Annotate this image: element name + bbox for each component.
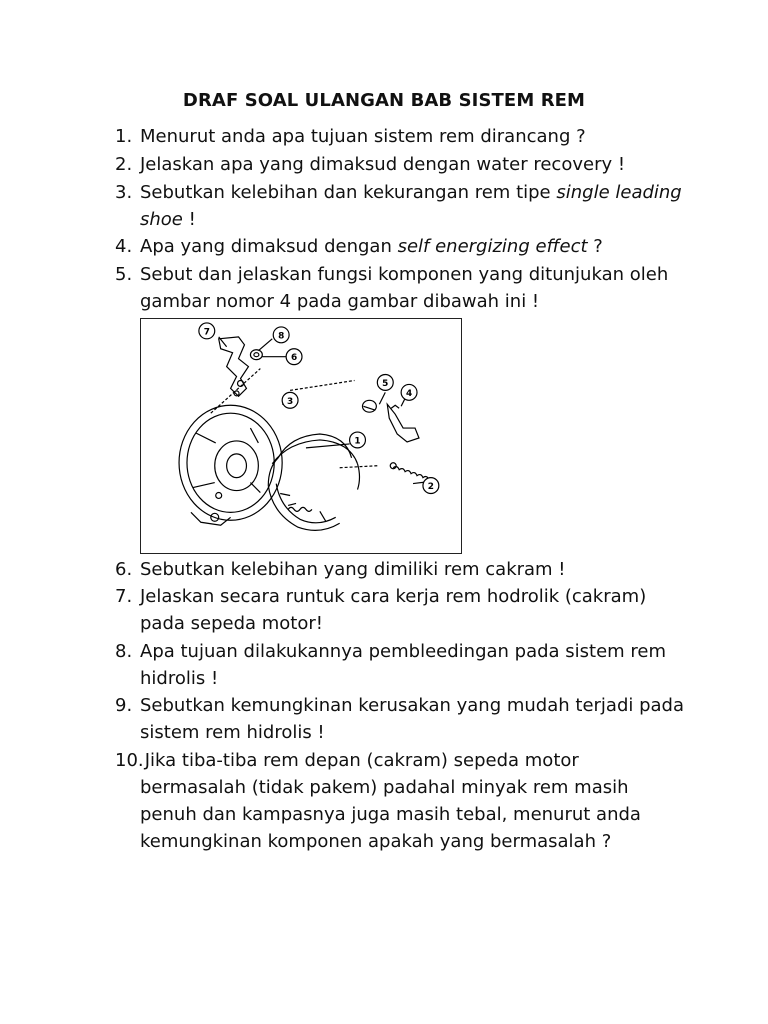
callout-6 (286, 349, 302, 365)
callout-7 (199, 323, 215, 339)
question-text: Apa tujuan dilakukannya pembleedingan pada sistem rem (140, 641, 667, 662)
callout-1 (350, 432, 366, 448)
svg-text:8: 8 (278, 331, 285, 342)
callout-2 (423, 478, 439, 494)
question-number: 4. (115, 236, 133, 257)
brake-shoe-upper (278, 434, 351, 458)
question-number: 8. (115, 641, 133, 662)
question-text: Jika tiba-tiba rem depan (cakram) sepeda motor (139, 750, 579, 771)
question-number: 2. (115, 154, 133, 175)
question-number: 10. (115, 750, 144, 771)
page-title: DRAF SOAL ULANGAN BAB SISTEM REM (182, 90, 586, 111)
question-number: 7. (115, 586, 133, 607)
callout-3 (282, 392, 298, 408)
question-4 (115, 234, 603, 260)
question-emphasis: shoe (140, 209, 183, 230)
question-10 (115, 748, 579, 774)
question-9 (115, 693, 684, 719)
brake-diagram (140, 318, 462, 554)
question-10-continuation: penuh dan kampasnya juga masih tebal, menurut anda (140, 804, 641, 825)
question-3 (115, 180, 682, 206)
svg-text:4: 4 (405, 388, 413, 399)
brake-lever (219, 337, 249, 396)
question-10-continuation: bermasalah (tidak pakem) padahal minyak rem masih (140, 777, 629, 798)
question-text: Sebutkan kelebihan yang dimiliki rem cakram ! (140, 559, 566, 580)
question-emphasis: single leading (556, 182, 682, 203)
question-1 (115, 124, 586, 150)
question-8-continuation: hidrolis ! (140, 668, 219, 689)
question-6 (115, 557, 566, 583)
drum-brake-exploded-view (141, 319, 461, 553)
question-number: 3. (115, 182, 133, 203)
svg-text:3: 3 (286, 396, 294, 407)
svg-text:1: 1 (354, 436, 361, 447)
question-number: 1. (115, 126, 133, 147)
svg-text:5: 5 (382, 378, 389, 389)
question-9-continuation: sistem rem hidrolis ! (140, 722, 325, 743)
question-text: Jelaskan secara runtuk cara kerja rem hodrolik (cakram) (140, 586, 647, 607)
question-10-continuation: kemungkinan komponen apakah yang bermasalah ? (140, 831, 612, 852)
svg-text:7: 7 (203, 327, 210, 338)
question-text: Sebutkan kemungkinan kerusakan yang mudah terjadi pada (140, 695, 685, 716)
callout-4 (401, 384, 417, 400)
callout-8 (273, 327, 289, 343)
svg-text:2: 2 (427, 482, 434, 493)
question-5-continuation: gambar nomor 4 pada gambar dibawah ini ! (140, 291, 540, 312)
question-text: Apa yang dimaksud dengan (140, 236, 398, 257)
question-number: 6. (115, 559, 133, 580)
question-text: Jelaskan apa yang dimaksud dengan water recovery ! (140, 154, 626, 175)
question-text: Menurut anda apa tujuan sistem rem dirancang ? (140, 126, 586, 147)
question-8 (115, 639, 666, 665)
question-2 (115, 152, 625, 178)
question-5 (115, 262, 668, 288)
question-text: ? (587, 236, 603, 257)
question-3-continuation (140, 207, 196, 233)
question-text: Sebut dan jelaskan fungsi komponen yang ditunjukan oleh (140, 264, 669, 285)
brake-panel (179, 405, 282, 520)
svg-text:6: 6 (290, 353, 298, 364)
question-7-continuation: pada sepeda motor! (140, 613, 323, 634)
question-number: 9. (115, 695, 133, 716)
brake-cam (387, 404, 419, 442)
question-text: Sebutkan kelebihan dan kekurangan rem tipe (140, 182, 557, 203)
question-emphasis: self energizing effect (397, 236, 588, 257)
question-text: ! (182, 209, 196, 230)
question-7 (115, 584, 646, 610)
callout-5 (377, 375, 393, 391)
question-number: 5. (115, 264, 133, 285)
